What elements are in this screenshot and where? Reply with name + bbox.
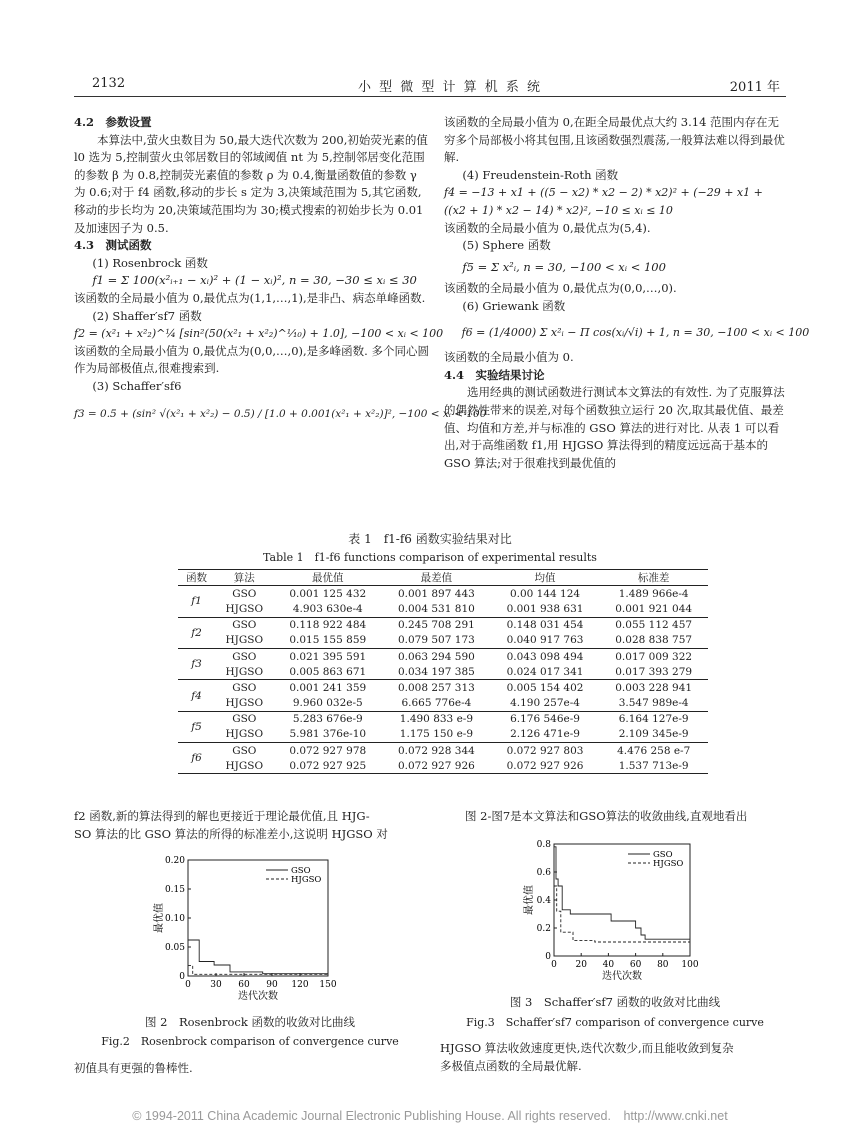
table-row bbox=[178, 711, 708, 727]
table-cell: 0.072 927 803 bbox=[506, 744, 584, 757]
table-function-cell: f3 bbox=[178, 648, 215, 679]
table-header-cell: 均值 bbox=[491, 570, 600, 586]
table-cell: 0.118 922 484 bbox=[289, 619, 367, 632]
table-cell: 0.245 708 291 bbox=[397, 619, 475, 632]
table-cell: GSO bbox=[232, 681, 257, 694]
table-cell: 6.176 546e-9 bbox=[510, 713, 580, 726]
table-row bbox=[178, 727, 708, 743]
table-cell: 6.665 776e-4 bbox=[382, 696, 491, 712]
f3-title: (3) Schaffer′sf6 bbox=[92, 378, 182, 393]
copyright-footer: © 1994-2011 China Academic Journal Electronic Publishing House. All rights reserved. http://www.cnki.net bbox=[132, 1109, 728, 1123]
table-header-cell: 最优值 bbox=[273, 570, 382, 586]
table-cell: 6.164 127e-9 bbox=[618, 713, 689, 726]
table-cell: 2.109 345e-9 bbox=[599, 727, 708, 743]
f2-text: 该函数的全局最小值为 0,最优点为(0,0,…,0),是多峰函数. 多个同心圆作为局部极值点,很难搜索到. bbox=[74, 343, 429, 376]
table-cell: 5.981 376e-10 bbox=[273, 727, 382, 743]
table-cell: 0.040 917 763 bbox=[491, 633, 600, 649]
y-tick-label: 0.8 bbox=[536, 840, 551, 850]
bottom-right-line3: 多极值点函数的全局最优解. bbox=[440, 1058, 582, 1073]
f1-text: 该函数的全局最小值为 0,最优点为(1,1,…,1),是非凸、病态单峰函数. bbox=[74, 290, 426, 305]
table-header-cell: 标准差 bbox=[599, 570, 708, 586]
y-tick-label: 0 bbox=[179, 972, 185, 982]
table-cell: 0.017 393 279 bbox=[599, 664, 708, 680]
f4-text: 该函数的全局最小值为 0,最优点为(5,4). bbox=[444, 220, 651, 235]
f5-title: (5) Sphere 函数 bbox=[462, 238, 551, 253]
journal-title: 小 型 微 型 计 算 机 系 统 bbox=[357, 80, 543, 95]
bottom-left-text bbox=[74, 808, 430, 843]
f3-formula: f3 = 0.5 + (sin² √(x²₁ + x²₂) − 0.5) / [1.0 + 0.001(x²₁ + x²₂)]², −100 < xᵢ < 100 bbox=[74, 407, 487, 420]
table-function-cell: f1 bbox=[178, 586, 215, 617]
legend-label: HJGSO bbox=[291, 875, 322, 885]
right-column bbox=[444, 114, 810, 472]
section-4-3-title: 4.3 测试函数 bbox=[74, 238, 152, 253]
legend-label: GSO bbox=[291, 866, 311, 876]
results-table bbox=[178, 569, 708, 774]
table-cell: 0.055 112 457 bbox=[615, 619, 693, 632]
table-cell: 0.001 125 432 bbox=[289, 587, 367, 600]
x-tick-label: 100 bbox=[681, 960, 699, 970]
bottom-left-line3: 初值具有更强的鲁棒性. bbox=[74, 1061, 193, 1075]
table-function-cell: f2 bbox=[178, 617, 215, 648]
y-tick-label: 0.2 bbox=[536, 924, 551, 934]
section-4-2-text: 本算法中,萤火虫数目为 50,最大迭代次数为 200,初始荧光素的值 l0 选为 5,控制萤火虫邻居数目的邻域阈值 nt 为 5,控制邻居变化范围的参数 β 为 0.8,控制荧光素值的参数 ρ 为 0.4,衡量函数值的参数 γ 为 0.6;对于 f4 函数,移动的步长 s 定为 3,决策域范围为 5,其它函数,移动的步长均为 20,决策域范围均为 30;模式搜索的初始步长为 0.01 及加速因子为 0.5. bbox=[74, 132, 428, 235]
section-4-4-text: 选用经典的测试函数进行测试本文算法的有效性. 为了克服算法的偶然性带来的误差,对每个函数独立运行 20 次,取其最优值、最差值、均值和方差,并与标准的 GSO 算法的进行对比. 从表 1 可以看出,对于高维函数 f1,用 HJGSO 算法得到的精度远远高于基本的 GSO 算法;对于很难找到最优值的 bbox=[444, 385, 785, 470]
table-cell: 0.015 155 859 bbox=[273, 633, 382, 649]
table-cell: 0.072 927 926 bbox=[491, 758, 600, 774]
series-line-hjgso bbox=[188, 966, 328, 975]
y-tick-label: 0.05 bbox=[164, 943, 185, 953]
table-cell: 0.072 927 978 bbox=[289, 744, 367, 757]
table-cell: 0.001 921 044 bbox=[599, 601, 708, 617]
bottom-left-end bbox=[74, 1060, 430, 1078]
table-cell: 0.021 395 591 bbox=[289, 650, 367, 663]
table-cell: 0.017 009 322 bbox=[615, 650, 693, 663]
table-cell: 0.024 017 341 bbox=[491, 664, 600, 680]
table-cell: GSO bbox=[232, 587, 257, 600]
journal-year: 2011 年 bbox=[729, 80, 780, 95]
table-cell: HJGSO bbox=[215, 601, 273, 617]
table-row bbox=[178, 743, 708, 759]
header-rule bbox=[74, 96, 786, 97]
table-cell: 0.005 863 671 bbox=[273, 664, 382, 680]
table-cell: 0.072 927 925 bbox=[273, 758, 382, 774]
table-row bbox=[178, 696, 708, 712]
table-cell: 0.00 144 124 bbox=[509, 587, 581, 600]
f4-formula-line2: ((x2 + 1) * x2 − 14) * x2)², −10 ≤ xᵢ ≤ 10 bbox=[444, 203, 673, 217]
x-tick-label: 60 bbox=[238, 980, 250, 990]
figure-2-chart bbox=[150, 852, 350, 1010]
y-tick-label: 0.6 bbox=[536, 868, 551, 878]
table-cell: 4.476 258 e-7 bbox=[617, 744, 691, 757]
table-body bbox=[178, 586, 708, 774]
f2-formula: f2 = (x²₁ + x²₂)^¼ [sin²(50(x²₁ + x²₂)^⅒) + 1.0], −100 < xᵢ < 100 bbox=[74, 327, 444, 341]
f5-text: 该函数的全局最小值为 0,最优点为(0,0,…,0). bbox=[444, 281, 677, 296]
table-cell: 4.903 630e-4 bbox=[273, 601, 382, 617]
f1-formula: f1 = Σ 100(x²ᵢ₊₁ − xᵢ)² + (1 − xᵢ)², n = 30, −30 ≤ xᵢ ≤ 30 bbox=[92, 273, 417, 288]
table-cell: HJGSO bbox=[215, 758, 273, 774]
table-cell: 0.148 031 454 bbox=[506, 619, 584, 632]
y-tick-label: 0.15 bbox=[164, 885, 185, 895]
y-tick-label: 0.4 bbox=[536, 896, 551, 906]
left-column bbox=[74, 114, 487, 423]
f5-formula: f5 = Σ x²ᵢ, n = 30, −100 < xᵢ < 100 bbox=[462, 259, 666, 274]
table-cell: HJGSO bbox=[215, 664, 273, 680]
f2-title: (2) Shaffer′sf7 函数 bbox=[92, 308, 202, 323]
bottom-left-line2: SO 算法的比 GSO 算法的所得的标准差小,这说明 HJGSO 对 bbox=[74, 826, 388, 841]
y-axis-label: 最优值 bbox=[524, 885, 535, 915]
table-header-cell: 函数 bbox=[178, 570, 215, 586]
table-cell: 0.005 154 402 bbox=[506, 681, 584, 694]
table-function-cell: f5 bbox=[178, 711, 215, 742]
section-4-2-title: 4.2 参数设置 bbox=[74, 115, 152, 129]
section-4-4-title: 4.4 实验结果讨论 bbox=[444, 367, 545, 382]
table-caption-en: Table 1 f1-f6 functions comparison of experimental results bbox=[263, 551, 597, 564]
legend-label: GSO bbox=[653, 850, 673, 860]
table-cell: 0.028 838 757 bbox=[599, 633, 708, 649]
f4-title: (4) Freudenstein-Roth 函数 bbox=[462, 167, 619, 182]
table-cell: 0.001 241 359 bbox=[289, 681, 367, 694]
table-row bbox=[178, 617, 708, 633]
x-tick-label: 150 bbox=[319, 980, 337, 990]
table-cell: 0.072 928 344 bbox=[397, 744, 475, 757]
table-row bbox=[178, 633, 708, 649]
y-tick-label: 0.10 bbox=[164, 914, 185, 924]
table-cell: 0.001 938 631 bbox=[491, 601, 600, 617]
figure-3-chart bbox=[520, 832, 710, 982]
table-cell: 0.063 294 590 bbox=[397, 650, 475, 663]
series-line-gso bbox=[188, 940, 328, 974]
table-cell: 0.003 228 941 bbox=[615, 681, 693, 694]
f1-title: (1) Rosenbrock 函数 bbox=[92, 255, 208, 270]
bottom-left-line1: f2 函数,新的算法得到的解也更接近于理论最优值,且 HJG- bbox=[74, 809, 370, 823]
table-header-cell: 算法 bbox=[215, 570, 273, 586]
y-tick-label: 0 bbox=[545, 952, 551, 962]
bottom-right-end bbox=[440, 1040, 790, 1075]
bottom-right-line1: 图 2-图7是本文算法和GSO算法的收敛曲线,直观地看出 bbox=[465, 809, 748, 823]
table-row bbox=[178, 680, 708, 696]
y-tick-label: 0.20 bbox=[164, 856, 185, 866]
table-cell: 0.072 927 926 bbox=[382, 758, 491, 774]
f4-formula-line1: f4 = −13 + x1 + ((5 − x2) * x2 − 2) * x2)² + (−29 + x1 + bbox=[444, 186, 763, 200]
table-row bbox=[178, 758, 708, 774]
f6-title: (6) Griewank 函数 bbox=[462, 298, 566, 313]
table-cell: 0.034 197 385 bbox=[382, 664, 491, 680]
x-tick-label: 30 bbox=[210, 980, 222, 990]
figure-3-caption-cn: 图 3 Schaffer′sf7 函数的收敛对比曲线 bbox=[509, 995, 721, 1009]
table-cell: 0.008 257 313 bbox=[397, 681, 475, 694]
table-cell: 0.079 507 173 bbox=[382, 633, 491, 649]
table-cell: 1.490 833 e-9 bbox=[399, 713, 474, 726]
x-tick-label: 60 bbox=[629, 960, 642, 970]
table-cell: GSO bbox=[232, 619, 257, 632]
table-cell: 9.960 032e-5 bbox=[273, 696, 382, 712]
table-row bbox=[178, 648, 708, 664]
table-cell: HJGSO bbox=[215, 727, 273, 743]
table-cell: 5.283 676e-9 bbox=[292, 713, 363, 726]
bottom-right-line2: HJGSO 算法收敛速度更快,迭代次数少,而且能收敛到复杂 bbox=[440, 1041, 734, 1055]
table-cell: 1.489 966e-4 bbox=[618, 587, 689, 600]
page-number: 2132 bbox=[92, 76, 126, 91]
x-tick-label: 90 bbox=[266, 980, 278, 990]
table-row bbox=[178, 601, 708, 617]
table-function-cell: f6 bbox=[178, 743, 215, 774]
table-cell: 2.126 471e-9 bbox=[491, 727, 600, 743]
table-header-cell: 最差值 bbox=[382, 570, 491, 586]
table-cell: 1.175 150 e-9 bbox=[382, 727, 491, 743]
table-cell: 0.004 531 810 bbox=[382, 601, 491, 617]
x-tick-label: 120 bbox=[291, 980, 309, 990]
x-tick-label: 40 bbox=[602, 960, 615, 970]
table-header-row bbox=[178, 570, 708, 586]
table-caption-cn: 表 1 f1-f6 函数实验结果对比 bbox=[348, 532, 512, 546]
x-tick-label: 0 bbox=[551, 960, 557, 970]
f6-text: 该函数的全局最小值为 0. bbox=[444, 350, 574, 365]
f3-text: 该函数的全局最小值为 0,在距全局最优点大约 3.14 范围内存在无穷多个局部极小将其包围,且该函数强烈震荡,一般算法难以得到最优解. bbox=[444, 115, 785, 165]
x-axis-label: 迭代次数 bbox=[602, 971, 642, 982]
figure-3-caption-en: Fig.3 Schaffer′sf7 comparison of convergence curve bbox=[466, 1016, 764, 1029]
table-cell: 0.043 098 494 bbox=[506, 650, 584, 663]
x-tick-label: 20 bbox=[575, 960, 587, 970]
x-tick-label: 0 bbox=[185, 980, 191, 990]
figure-2-caption-en: Fig.2 Rosenbrock comparison of convergence curve bbox=[101, 1035, 399, 1048]
x-axis-label: 迭代次数 bbox=[238, 991, 278, 1002]
table-cell: 3.547 989e-4 bbox=[599, 696, 708, 712]
y-axis-label: 最优值 bbox=[154, 903, 165, 933]
x-tick-label: 80 bbox=[657, 960, 669, 970]
table-row bbox=[178, 586, 708, 602]
table-cell: 4.190 257e-4 bbox=[491, 696, 600, 712]
table-row bbox=[178, 664, 708, 680]
bottom-right-text bbox=[465, 808, 795, 826]
table-cell: HJGSO bbox=[215, 696, 273, 712]
table-cell: GSO bbox=[232, 744, 257, 757]
legend-label: HJGSO bbox=[653, 859, 684, 869]
f6-formula: f6 = (1/4000) Σ x²ᵢ − Π cos(xᵢ/√i) + 1, n = 30, −100 < xᵢ < 100 bbox=[461, 325, 810, 339]
table-cell: 0.001 897 443 bbox=[397, 587, 475, 600]
table-cell: GSO bbox=[232, 713, 257, 726]
table-cell: 1.537 713e-9 bbox=[599, 758, 708, 774]
figure-2-caption-cn: 图 2 Rosenbrock 函数的收敛对比曲线 bbox=[144, 1015, 355, 1029]
table-function-cell: f4 bbox=[178, 680, 215, 711]
table-cell: HJGSO bbox=[215, 633, 273, 649]
table-cell: GSO bbox=[232, 650, 257, 663]
